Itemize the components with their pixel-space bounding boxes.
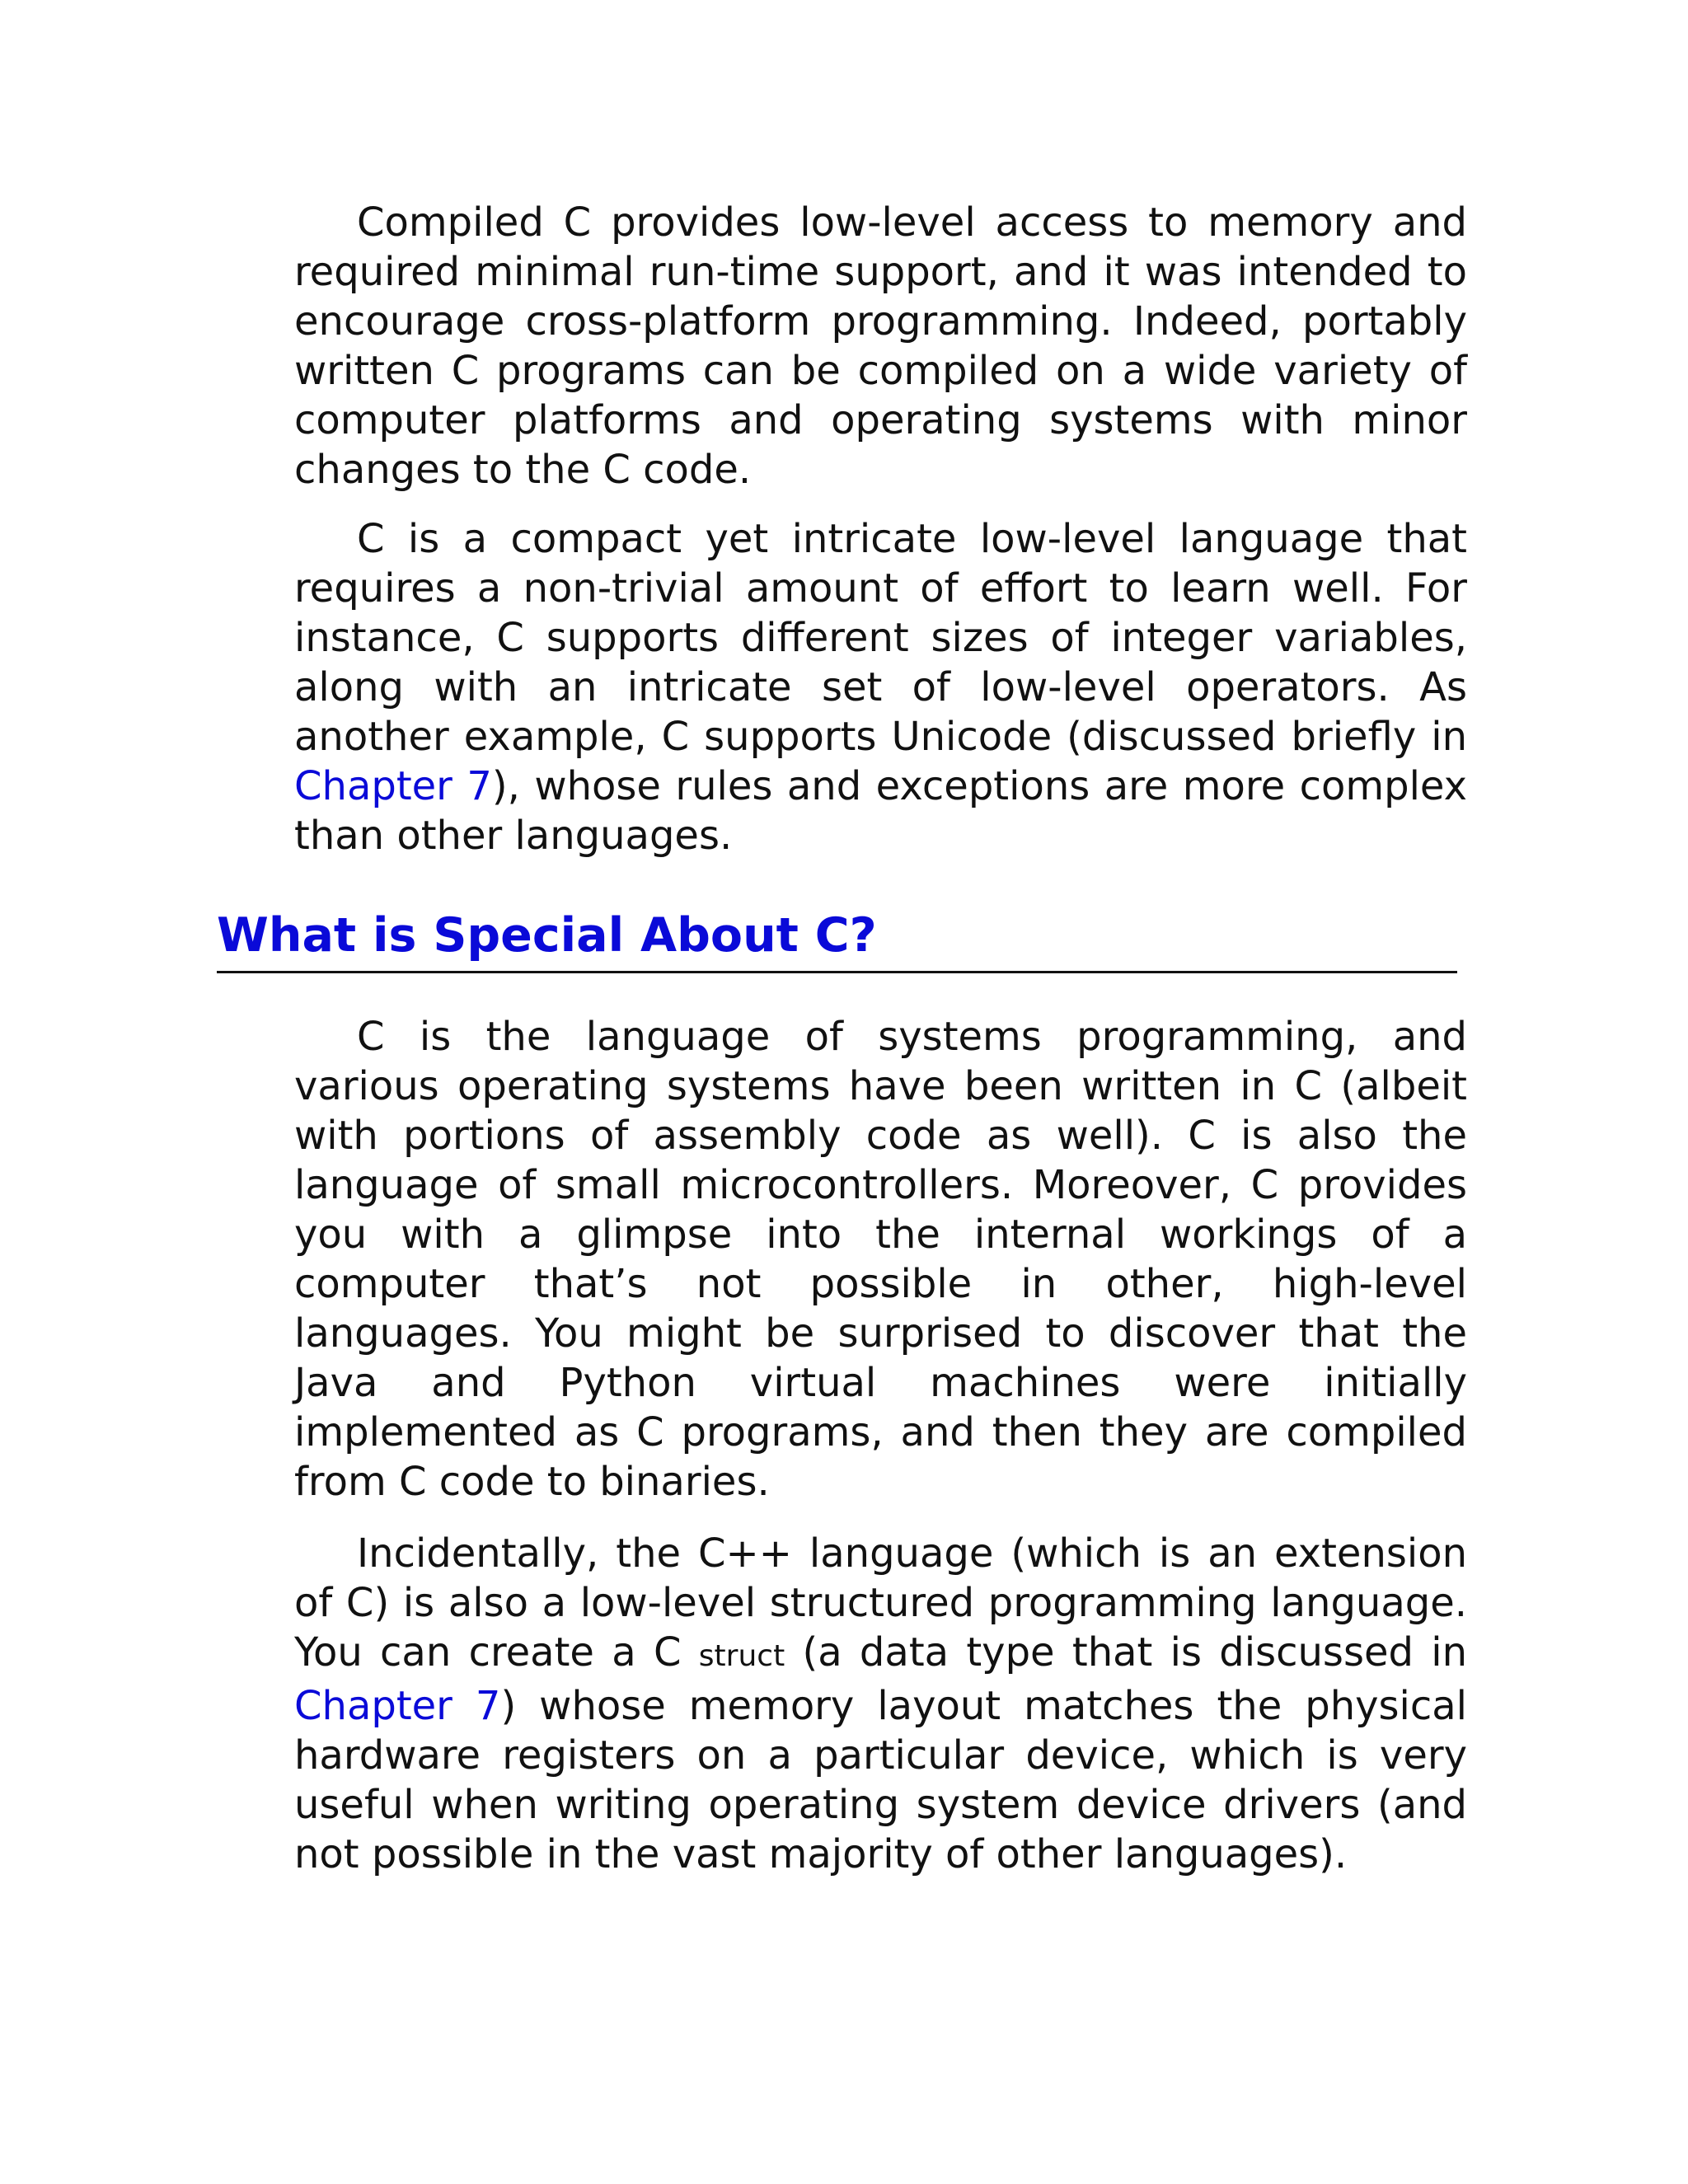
inline-code-struct: struct	[698, 1639, 785, 1673]
paragraph-c-compact-intricate	[294, 514, 1467, 860]
paragraph-cpp-extension	[294, 1529, 1467, 1879]
paragraph-text: (a data type that is discussed in	[785, 1629, 1468, 1675]
heading-underline	[217, 971, 1457, 973]
paragraph-text: C is the language of systems programming, and various operating systems have been written in C (albeit with portions of assembly code as well). C is also the language of small microcontrollers. Moreover, C provides you with a glimpse into the internal workings of a computer that’s not possible in other, high-level languages. You might be surprised to discover that the Java and Python virtual machines were initially implemented as C programs, and then they are compiled from C code to binaries.	[294, 1014, 1467, 1505]
section-heading: What is Special About C?	[217, 908, 877, 963]
paragraph-text: C is a compact yet intricate low-level language that requires a non-trivial amount of effort to learn well. For instance, C supports different sizes of integer variables, along with an intricate set of low-level operators. As another example, C supports Unicode (discussed briefly in	[294, 516, 1467, 760]
paragraph-text: ) whose memory layout matches the physical hardware registers on a particular device, which is very useful when writing operating system device drivers (and not possible in the vast majority of other languages).	[294, 1683, 1468, 1877]
paragraph-text: ), whose rules and exceptions are more complex than other languages.	[294, 763, 1467, 859]
paragraph-c-low-level-access	[294, 198, 1467, 494]
chapter-7-link[interactable]: Chapter 7	[294, 1683, 501, 1729]
chapter-7-link[interactable]: Chapter 7	[294, 763, 492, 809]
paragraph-text: Incidentally, the C++ language (which is an extension of C) is also a low-level structured programming language. You can create a C	[294, 1530, 1467, 1675]
paragraph-c-systems-programming	[294, 1012, 1467, 1507]
paragraph-text: Compiled C provides low-level access to memory and required minimal run-time support, and it was intended to encourage cross-platform programming. Indeed, portably written C programs can be compiled on a wide variety of computer platforms and operating systems with minor changes to the C code.	[294, 199, 1467, 493]
